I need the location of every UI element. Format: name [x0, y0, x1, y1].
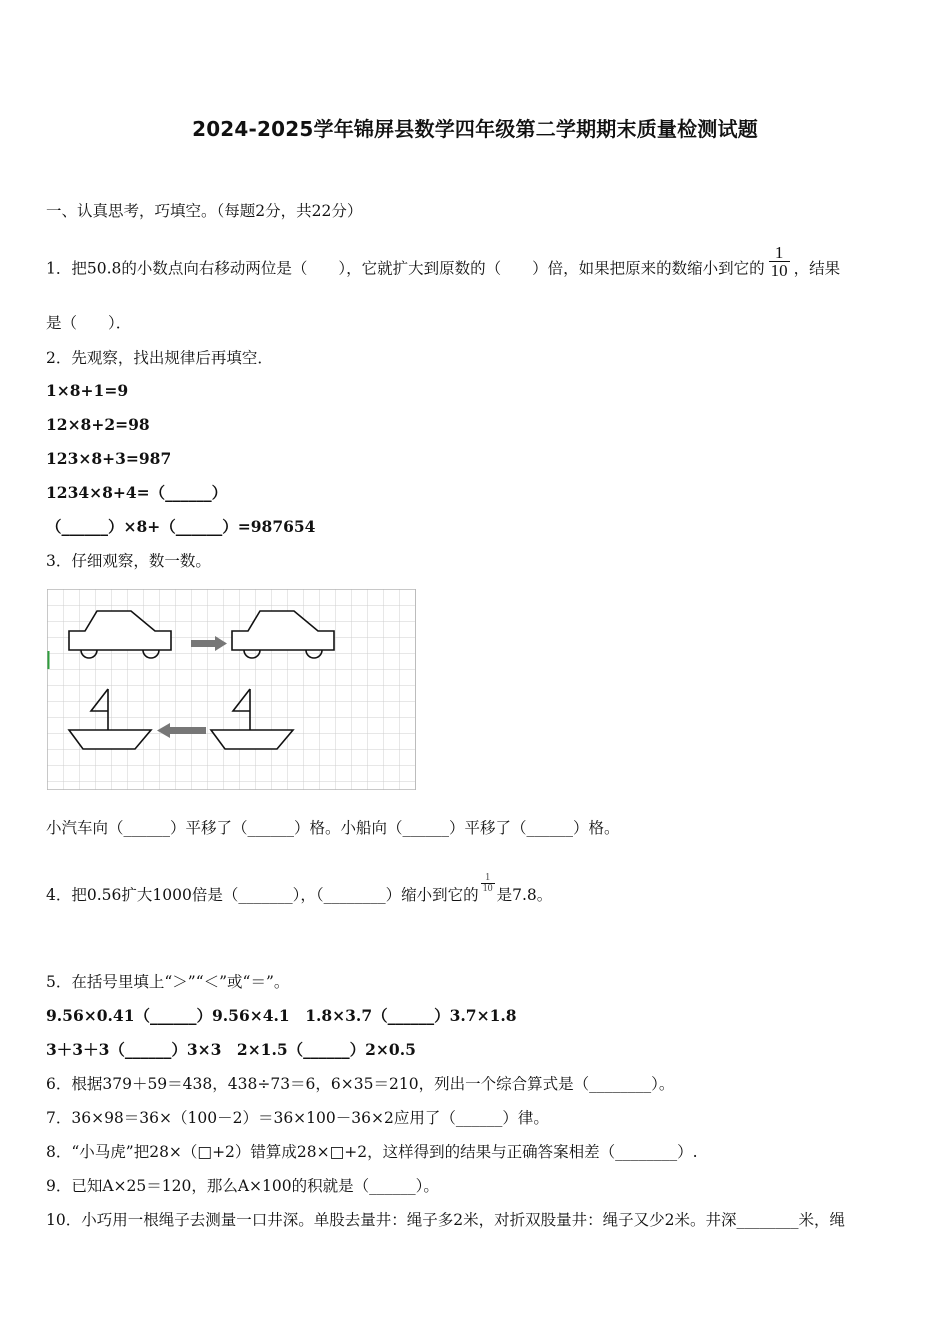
question-2-prompt: 2．先观察，找出规律后再填空． [46, 349, 273, 367]
question-5-row: 9.56×0.41（______）9.56×4.1 1.8×3.7（______）3.7×1.8 [46, 1006, 517, 1025]
question-4-text-end: 是7.8。 [496, 886, 553, 904]
fraction-one-tenth-small: $\frac{1}{10}$ [482, 871, 493, 894]
question-9: 9．已知A×25＝120，那么A×100的积就是（______）。 [46, 1177, 439, 1195]
question-5-prompt: 5．在括号里填上“＞”“＜”或“＝”。 [46, 973, 290, 991]
question-6: 6．根据379＋59＝438，438÷73＝6，6×35＝210，列出一个综合算式是（________）。 [46, 1075, 675, 1093]
question-3-answer: 小汽车向（______）平移了（______）格。小船向（______）平移了（______）格。 [46, 819, 620, 837]
section-heading: 一、认真思考，巧填空。（每题2分，共22分） [46, 202, 363, 220]
question-7: 7．36×98＝36×（100－2）＝36×100－36×2应用了（______）律。 [46, 1109, 549, 1127]
question-1 [46, 243, 841, 287]
question-5-row: 3＋3＋3（______）3×3 2×1.5（______）2×0.5 [46, 1040, 416, 1059]
fraction-one-tenth: $\frac{1}{10}$ [770, 243, 788, 280]
question-10: 10．小巧用一根绳子去测量一口井深。单股去量井：绳子多2米，对折双股量井：绳子又少2米。井深________米，绳 [46, 1211, 845, 1229]
question-4 [46, 871, 553, 907]
question-8: 8．“小马虎”把28×（□+2）错算成28×□+2，这样得到的结果与正确答案相差（________）. [46, 1143, 698, 1161]
question-3-prompt: 3．仔细观察，数一数。 [46, 552, 211, 570]
question-4-text: 4．把0.56扩大1000倍是（_______），（________）缩小到它的 [46, 886, 479, 904]
question-1-text: 1．把50.8的小数点向右移动两位是（ ），它就扩大到原数的（ ）倍，如果把原来的数缩小到它的 [46, 259, 765, 278]
translation-grid-figure [47, 589, 416, 790]
pattern-line: 123×8+3=987 [46, 449, 172, 468]
pattern-line: 1234×8+4=（______） [46, 483, 228, 502]
pattern-line: 12×8+2=98 [46, 415, 150, 434]
question-1-text-end: ，结果 [793, 259, 841, 278]
pattern-line: 1×8+1=9 [46, 381, 129, 400]
question-1-continued: 是（ ）． [46, 314, 132, 332]
pattern-line: （______）×8+（______）=987654 [46, 517, 316, 536]
page-title: 2024-2025学年锦屏县数学四年级第二学期期末质量检测试题 [192, 117, 758, 141]
